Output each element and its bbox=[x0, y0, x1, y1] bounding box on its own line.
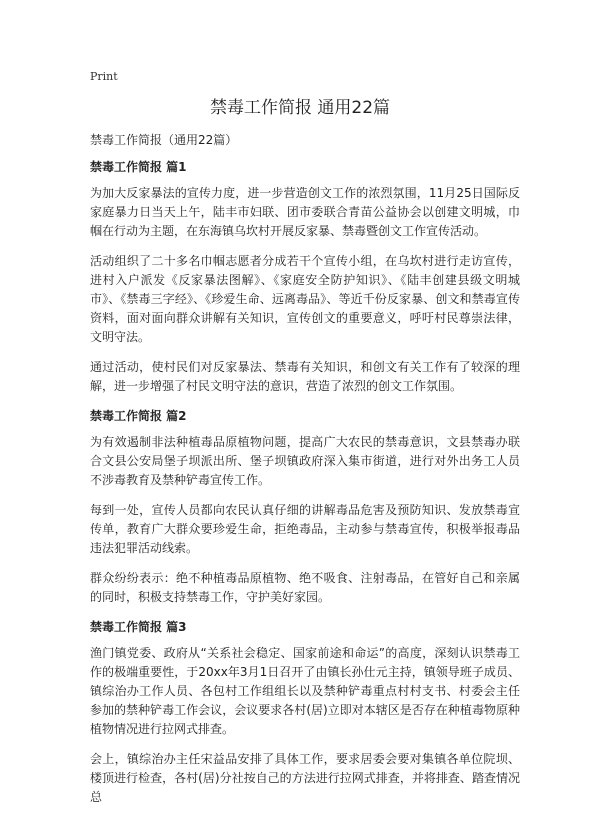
paragraph: 每到一处，宣传人员都向农民认真仔细的讲解毒品危害及预防知识、发放禁毒宣传单，教育广大群众要珍爱生命，拒绝毒品，主动参与禁毒宣传，积极举报毒品违法犯罪活动线索。 bbox=[90, 503, 520, 555]
section-heading: 禁毒工作简报 篇2 bbox=[90, 409, 187, 423]
document-subtitle: 禁毒工作简报（通用22篇） bbox=[90, 133, 238, 147]
paragraph: 群众纷纷表示：绝不种植毒品原植物、绝不吸食、注射毒品，在管好自己和亲属的同时，积极支持禁毒工作，守护美好家园。 bbox=[90, 571, 520, 604]
print-link[interactable]: Print bbox=[90, 70, 118, 83]
document-body bbox=[90, 131, 520, 818]
section-1 bbox=[90, 158, 520, 396]
paragraph: 会上，镇综治办主任宋益品安排了具体工作，要求居委会要对集镇各单位院坝、楼顶进行检查，各村(居)分社按自己的方法进行拉网式排查，并将排查、踏查情况总 bbox=[90, 752, 520, 804]
section-heading: 禁毒工作简报 篇3 bbox=[90, 620, 187, 634]
paragraph: 为加大反家暴法的宣传力度，进一步营造创文工作的浓烈氛围，11月25日国际反家庭暴力日当天上午，陆丰市妇联、团市委联合青苗公益协会以创建文明城，巾帼在行动为主题，在东海镇乌坎村开展反家暴、禁毒暨创文工作宣传活动。 bbox=[90, 186, 520, 238]
document-title: 禁毒工作简报 通用22篇 bbox=[209, 98, 391, 118]
paragraph: 为有效遏制非法种植毒品原植物问题，提高广大农民的禁毒意识，文县禁毒办联合文县公安局堡子坝派出所、堡子坝镇政府深入集市街道，进行对外出务工人员不涉毒教育及禁种铲毒宣传工作。 bbox=[90, 435, 520, 487]
section-3 bbox=[90, 618, 520, 807]
section-2 bbox=[90, 407, 520, 607]
paragraph: 渔门镇党委、政府从“关系社会稳定、国家前途和命运”的高度，深刻认识禁毒工作的极端重要性，于20xx年3月1日召开了由镇长孙仕元主持，镇领导班子成员、镇综治办工作人员、各包村工作组组长以及禁种铲毒重点村村支书、村委会主任参加的禁种铲毒工作会议，会议要求各村(居)立即对本辖区是否存在种植毒物原种植物情况进行拉网式排查。 bbox=[90, 646, 520, 736]
paragraph: 活动组织了二十多名巾帼志愿者分成若干个宣传小组，在乌坎村进行走访宣传，进村入户派发《反家暴法图解》、《家庭安全防护知识》、《陆丰创建县级文明城市》、《禁毒三字经》、《珍爱生命、远离毒品》、等近千份反家暴、创文和禁毒宣传资料，面对面向群众讲解有关知识，宣传创文的重要意义，呼吁村民尊崇法律，文明守法。 bbox=[90, 254, 520, 344]
section-heading: 禁毒工作简报 篇1 bbox=[90, 160, 187, 174]
paragraph: 通过活动，使村民们对反家暴法、禁毒有关知识，和创文有关工作有了较深的理解，进一步增强了村民文明守法的意识，营造了浓烈的创文工作氛围。 bbox=[90, 360, 520, 393]
